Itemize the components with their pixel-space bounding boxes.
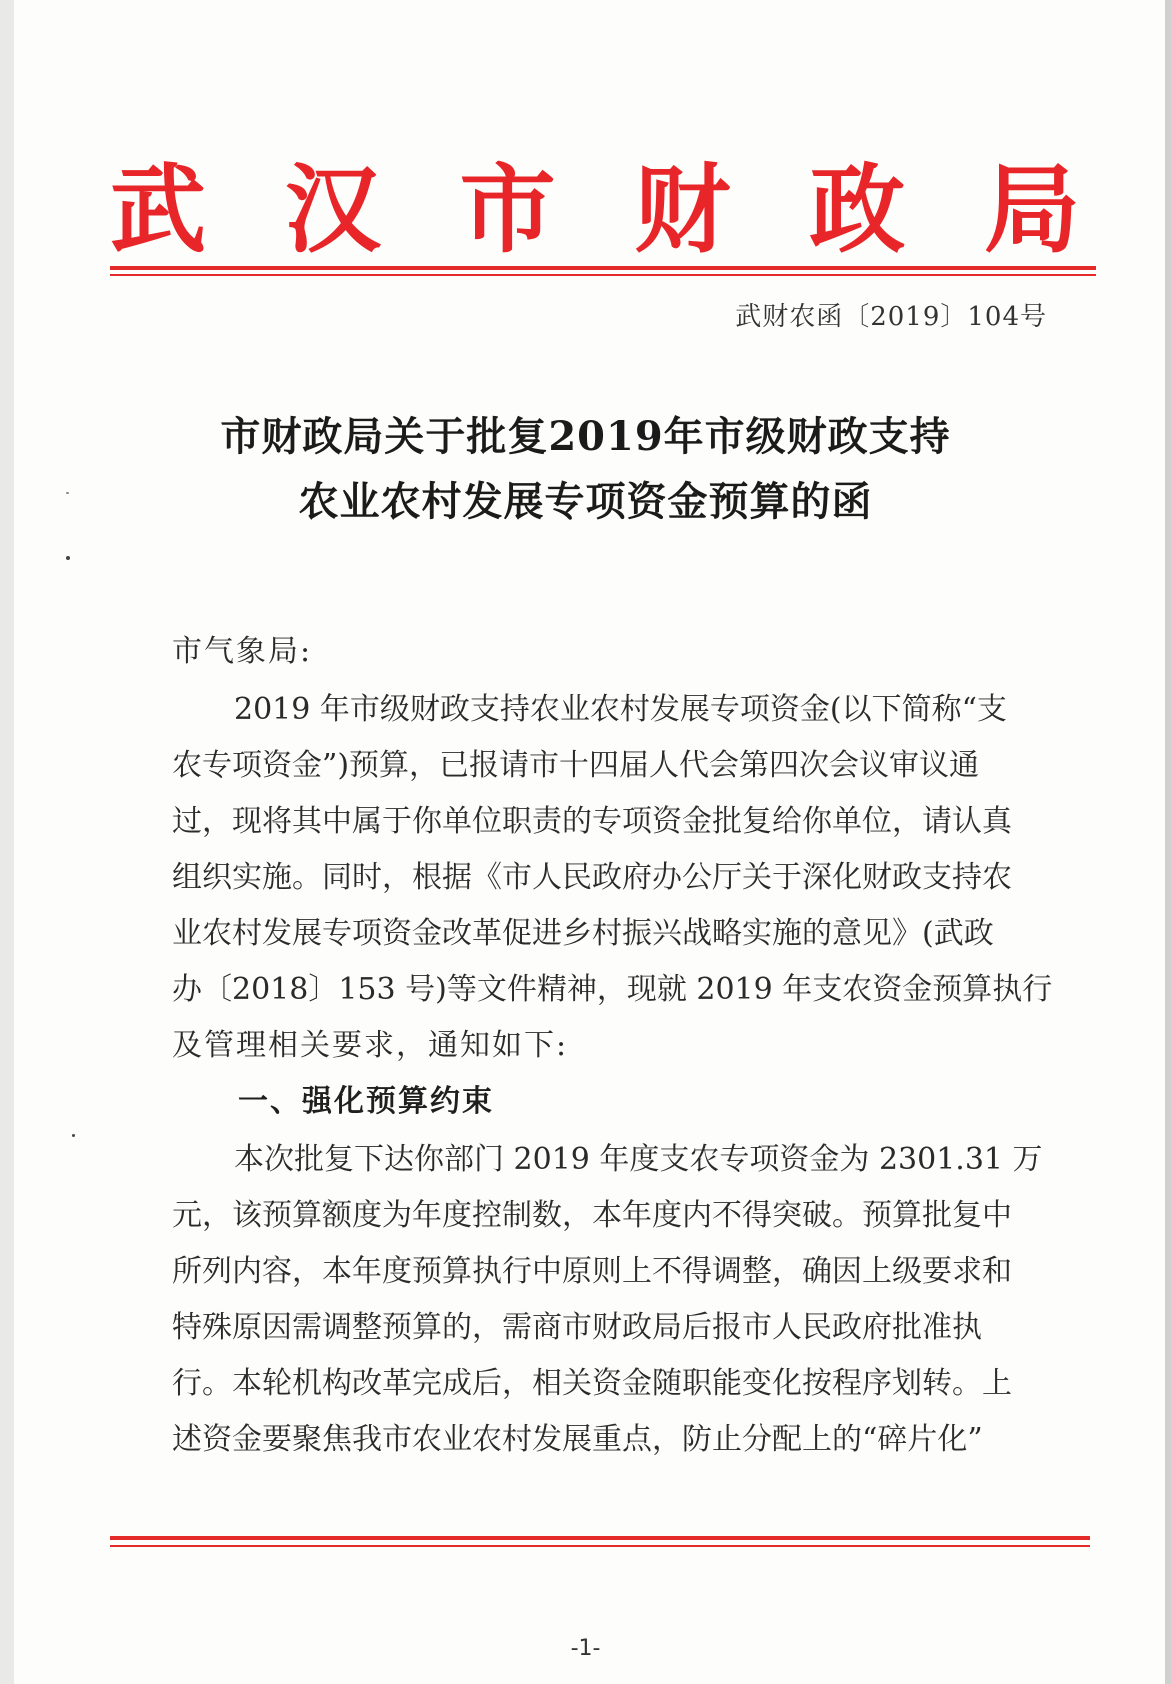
org-name-char: 局 [983, 154, 1080, 266]
scan-edge-left [0, 0, 14, 1684]
section-line: 所列内容，本年度预算执行中原则上不得调整，确因上级要求和 [172, 1254, 1012, 1289]
header-red-rule-thick [110, 266, 1096, 270]
scan-speck [72, 1134, 75, 1137]
document-title-line-1: 市财政局关于批复2019年市级财政支持 [220, 413, 951, 460]
section-heading: 一、强化预算约束 [238, 1084, 494, 1119]
org-name-char: 财 [634, 154, 731, 266]
intro-line: 农专项资金”)预算，已报请市十四届人代会第四次会议审议通 [172, 748, 980, 783]
intro-line: 及管理相关要求，通知如下: [172, 1028, 569, 1063]
intro-line: 业农村发展专项资金改革促进乡村振兴战略实施的意见》(武政 [172, 916, 994, 951]
intro-line: 2019 年市级财政支持农业农村发展专项资金(以下简称“支 [234, 692, 1007, 727]
footer-red-rule-thick [110, 1536, 1090, 1540]
intro-line: 过，现将其中属于你单位职责的专项资金批复给你单位，请认真 [172, 804, 1012, 839]
header-red-rule-thin [110, 274, 1096, 276]
document-number: 武财农函〔2019〕104号 [735, 302, 1047, 332]
scan-edge-right [1165, 0, 1171, 1684]
footer-red-rule-thin [110, 1545, 1090, 1547]
org-name-char: 武 [110, 154, 206, 266]
letterhead-org-name [110, 155, 1080, 265]
section-line: 本次批复下达你部门 2019 年度支农专项资金为 2301.31 万 [234, 1142, 1043, 1177]
section-line: 行。本轮机构改革完成后，相关资金随职能变化按程序划转。上 [172, 1366, 1012, 1401]
scan-speck [66, 556, 70, 560]
scan-speck [66, 492, 69, 494]
intro-line: 组织实施。同时，根据《市人民政府办公厅关于深化财政支持农 [172, 860, 1012, 895]
section-line: 述资金要聚焦我市农业农村发展重点，防止分配上的“碎片化” [172, 1422, 983, 1457]
section-line: 特殊原因需调整预算的，需商市财政局后报市人民政府批准执 [172, 1310, 982, 1345]
intro-line: 办〔2018〕153 号)等文件精神，现就 2019 年支农资金预算执行 [172, 972, 1053, 1007]
org-name-char: 市 [459, 154, 556, 266]
addressee: 市气象局: [172, 634, 313, 669]
org-name-char: 汉 [284, 154, 381, 266]
org-name-char: 政 [809, 154, 906, 266]
section-line: 元，该预算额度为年度控制数，本年度内不得突破。预算批复中 [172, 1198, 1012, 1233]
document-title-line-2: 农业农村发展专项资金预算的函 [298, 478, 873, 525]
page-number: -1- [570, 1636, 601, 1661]
